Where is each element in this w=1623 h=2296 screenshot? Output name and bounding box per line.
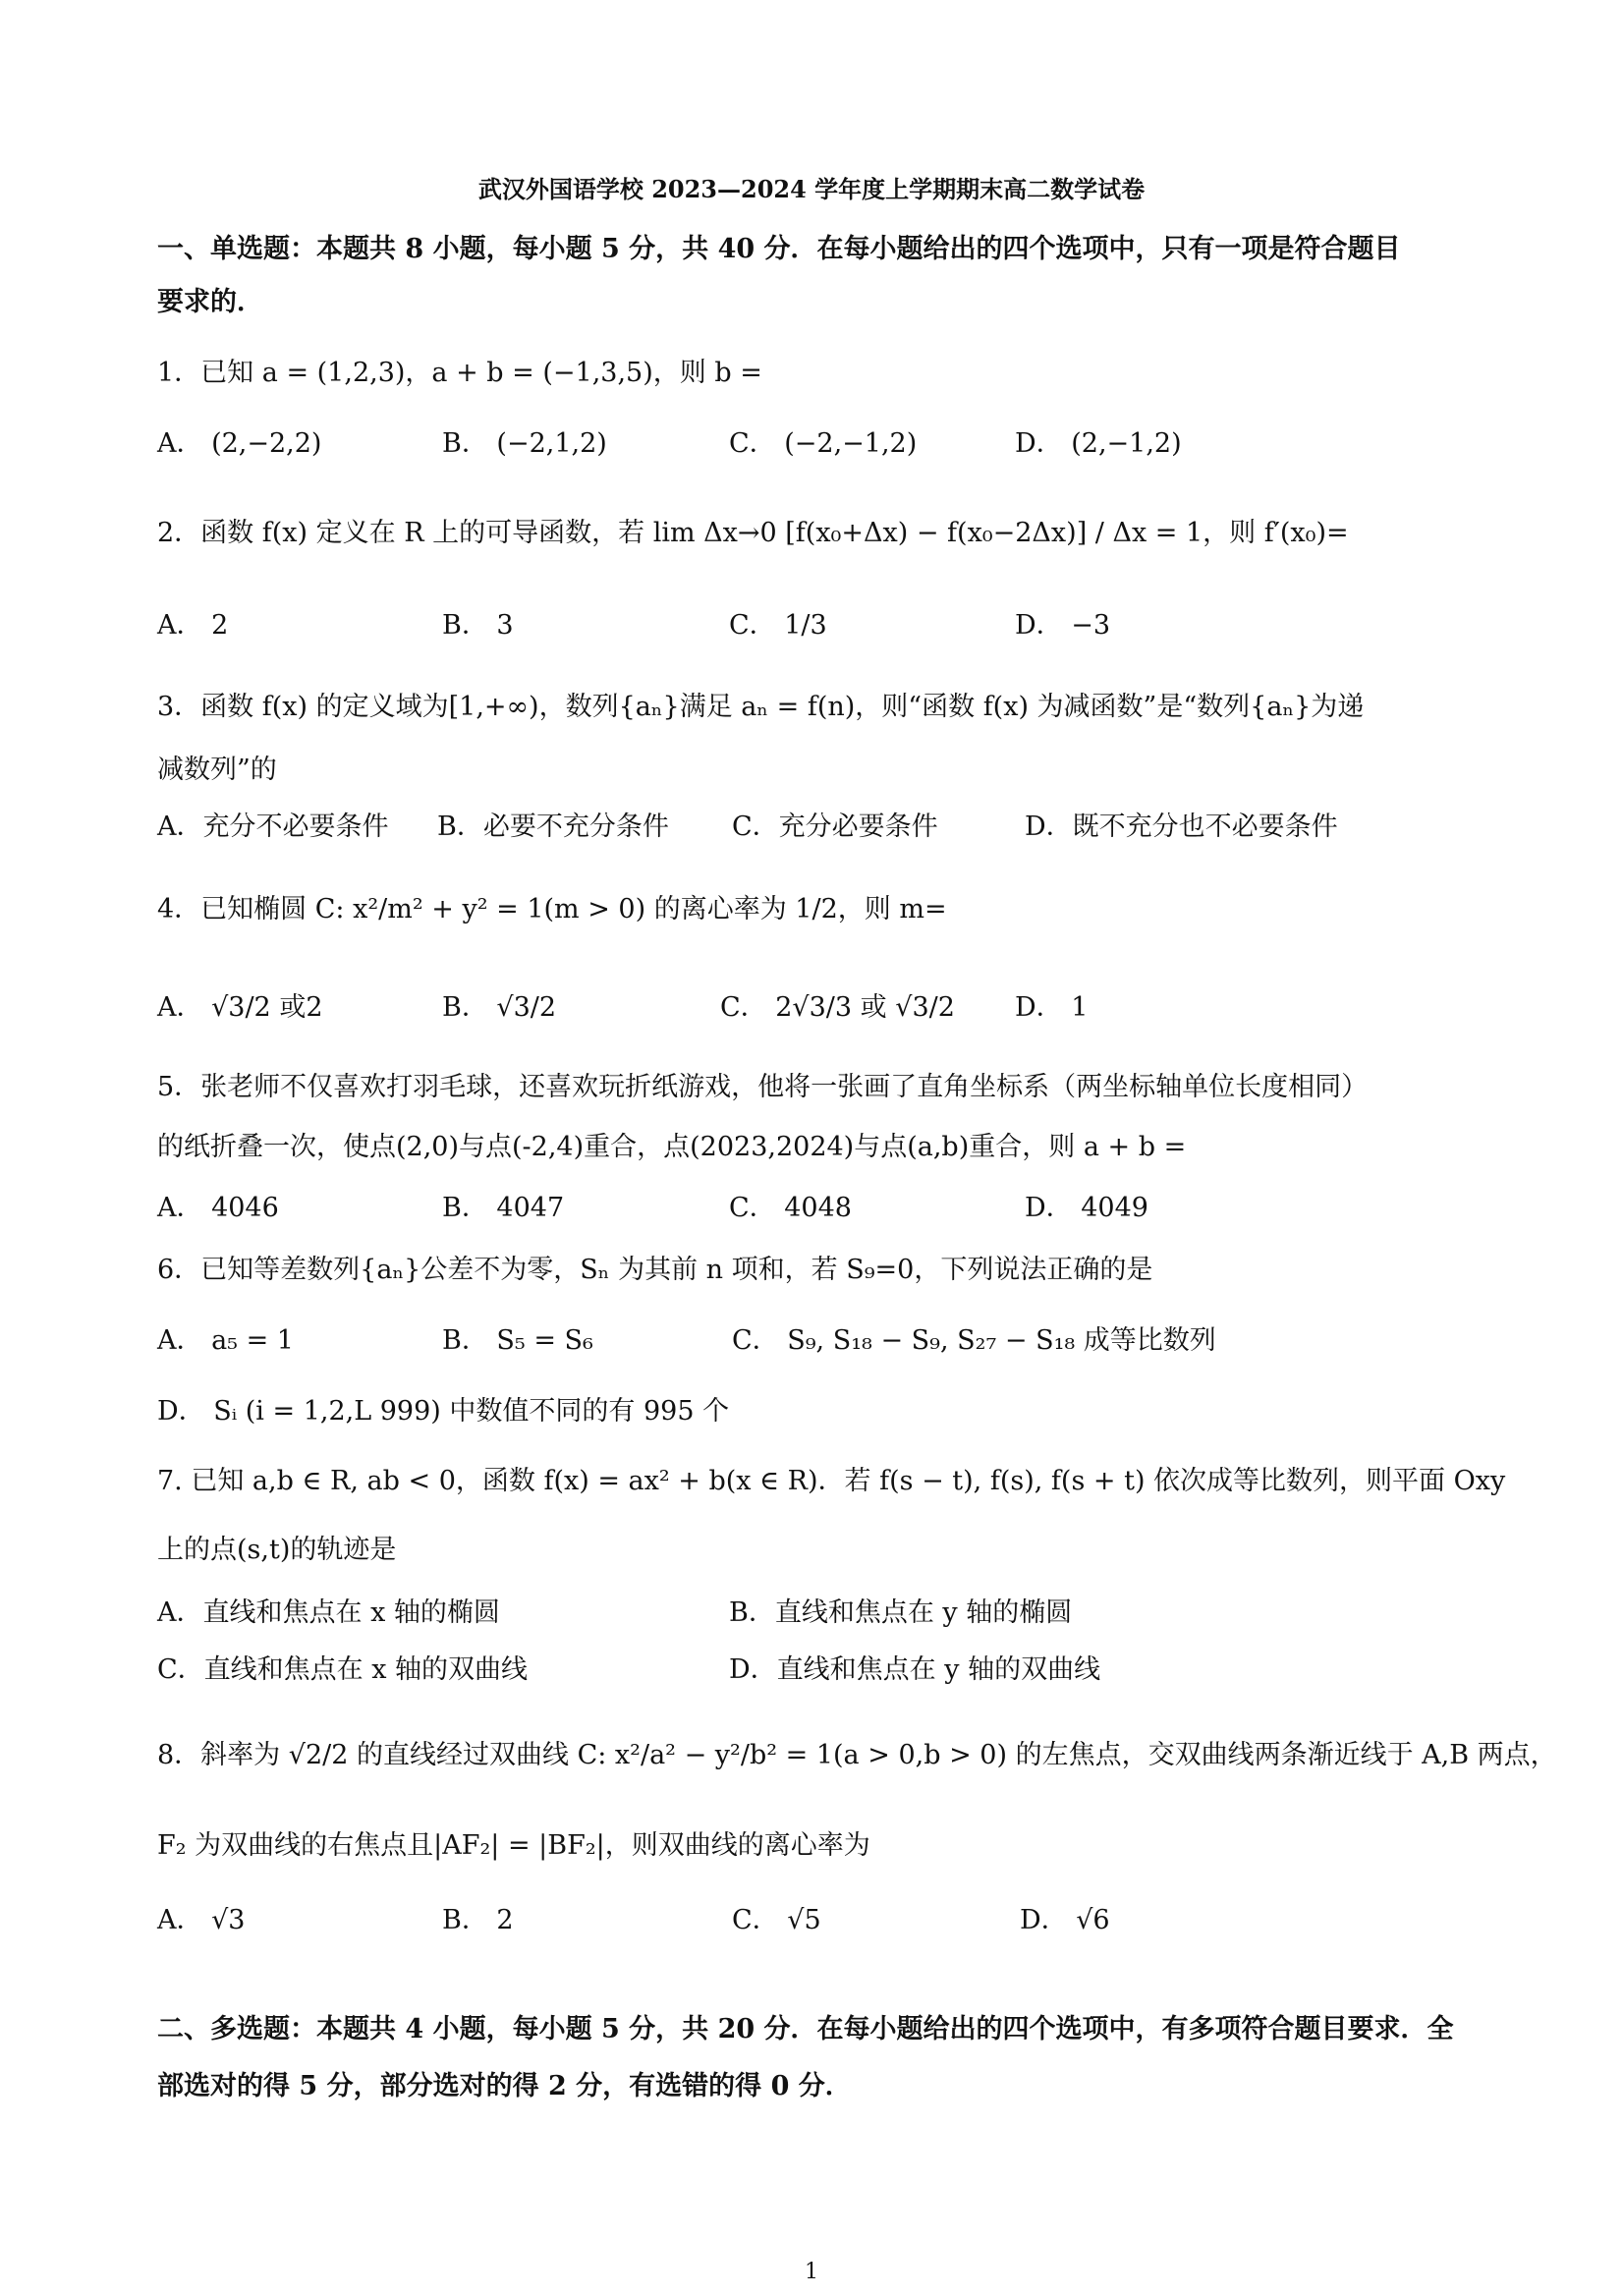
q4-option-b: B． √3/2 (442, 992, 557, 1023)
q6-option-c: C． S₉, S₁₈ − S₉, S₂₇ − S₁₈ 成等比数列 (732, 1325, 1216, 1356)
q1-option-b: B． (−2,1,2) (442, 428, 607, 459)
q7-option-b: B．直线和焦点在 y 轴的椭圆 (729, 1597, 1073, 1628)
q3-option-c: C．充分必要条件 (732, 812, 938, 842)
q2-option-d: D． −3 (1015, 610, 1111, 641)
q8-option-b: B． 2 (442, 1905, 514, 1935)
q1-stem: 1．已知 a = (1,2,3)，a + b = (−1,3,5)，则 b = (157, 358, 762, 388)
q2-option-b: B． 3 (442, 610, 514, 641)
q4-option-c: C． 2√3/3 或 √3/2 (720, 992, 955, 1023)
q8-stem-line1: 8．斜率为 √2/2 的直线经过双曲线 C: x²/a² − y²/b² = 1(a > 0,b > 0) 的左焦点，交双曲线两条渐近线于 A,B 两点， (157, 1740, 1557, 1770)
q1-option-a: A． (2,−2,2) (157, 428, 322, 459)
q6-option-a: A． a₅ = 1 (157, 1325, 294, 1356)
q8-option-a: A． √3 (157, 1905, 246, 1935)
section1-header-line2: 要求的． (157, 287, 263, 317)
q5-stem-line1: 5．张老师不仅喜欢打羽毛球，还喜欢玩折纸游戏，他将一张画了直角坐标系（两坐标轴单位长度相同） (157, 1072, 1369, 1102)
q5-stem-line2: 的纸折叠一次，使点(2,0)与点(-2,4)重合，点(2023,2024)与点(a,b)重合，则 a + b = (157, 1132, 1187, 1162)
q7-option-c: C．直线和焦点在 x 轴的双曲线 (157, 1654, 529, 1685)
q1-option-c: C． (−2,−1,2) (729, 428, 918, 459)
q5-option-c: C． 4048 (729, 1193, 852, 1223)
q6-stem: 6．已知等差数列{aₙ}公差不为零，Sₙ 为其前 n 项和，若 S₉=0，下列说法正确的是 (157, 1255, 1153, 1285)
q8-stem-line2: F₂ 为双曲线的右焦点且|AF₂| = |BF₂|，则双曲线的离心率为 (157, 1830, 870, 1861)
q6-option-b: B． S₅ = S₆ (442, 1325, 593, 1356)
q4-option-a: A． √3/2 或2 (157, 992, 323, 1023)
q7-option-d: D．直线和焦点在 y 轴的双曲线 (729, 1654, 1101, 1685)
q5-option-a: A． 4046 (157, 1193, 279, 1223)
q3-stem-line1: 3．函数 f(x) 的定义域为[1,+∞)，数列{aₙ}满足 aₙ = f(n)，则“函数 f(x) 为减函数”是“数列{aₙ}为递 (157, 692, 1365, 722)
page-number: 1 (805, 2260, 818, 2284)
q5-option-b: B． 4047 (442, 1193, 565, 1223)
q3-stem-line2: 减数列”的 (157, 755, 277, 785)
q6-option-d: D． Sᵢ (i = 1,2,L 999) 中数值不同的有 995 个 (157, 1396, 730, 1427)
q3-option-d: D．既不充分也不必要条件 (1025, 812, 1338, 842)
q3-option-a: A．充分不必要条件 (157, 812, 389, 842)
q2-stem: 2．函数 f(x) 定义在 R 上的可导函数，若 lim Δx→0 [f(x₀+Δx) − f(x₀−2Δx)] / Δx = 1，则 f′(x₀)= (157, 518, 1349, 548)
q7-stem-line1: 7. 已知 a,b ∈ R, ab < 0，函数 f(x) = ax² + b(x ∈ R)．若 f(s − t), f(s), f(s + t) 依次成等比数列，则平面 Oxy (157, 1466, 1506, 1496)
q1-option-d: D． (2,−1,2) (1015, 428, 1182, 459)
q3-option-b: B．必要不充分条件 (437, 812, 669, 842)
q2-option-c: C． 1/3 (729, 610, 827, 641)
section2-header-line2: 部选对的得 5 分，部分选对的得 2 分，有选错的得 0 分． (157, 2071, 852, 2101)
q4-stem: 4．已知椭圆 C: x²/m² + y² = 1(m > 0) 的离心率为 1/2，则 m= (157, 894, 947, 924)
q2-option-a: A． 2 (157, 610, 229, 641)
q4-option-d: D． 1 (1015, 992, 1089, 1023)
section1-header-line1: 一、单选题：本题共 8 小题，每小题 5 分，共 40 分．在每小题给出的四个选项中，只有一项是符合题目 (157, 234, 1401, 264)
q7-option-a: A．直线和焦点在 x 轴的椭圆 (157, 1597, 500, 1628)
q8-option-c: C． √5 (732, 1905, 821, 1935)
section2-header-line1: 二、多选题：本题共 4 小题，每小题 5 分，共 20 分．在每小题给出的四个选项中，有多项符合题目要求．全 (157, 2014, 1454, 2044)
exam-title: 武汉外国语学校 2023—2024 学年度上学期期末高二数学试卷 (477, 175, 1146, 203)
q7-stem-line2: 上的点(s,t)的轨迹是 (157, 1535, 397, 1565)
q5-option-d: D． 4049 (1025, 1193, 1148, 1223)
q8-option-d: D． √6 (1020, 1905, 1110, 1935)
